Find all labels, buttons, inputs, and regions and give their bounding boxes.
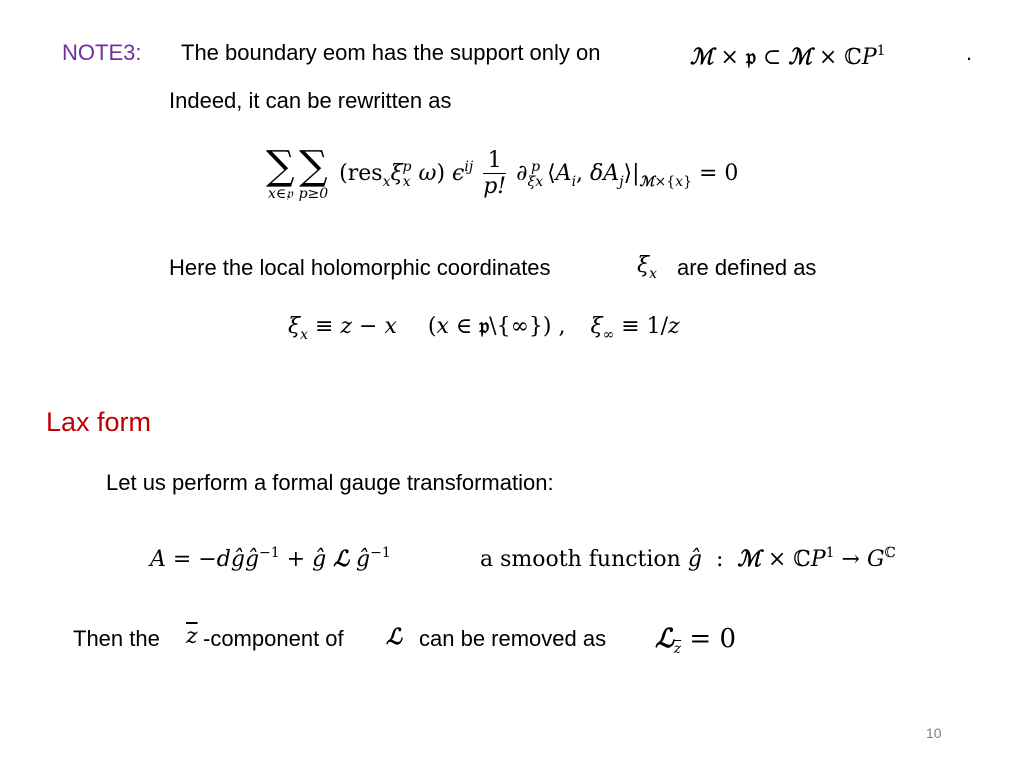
smooth-function-def: a smooth function ĝ : ℳ × ℂP$^1$ → $G^ℂ$: [480, 545, 896, 572]
L-symbol: ℒ: [386, 624, 402, 650]
note-text: The boundary eom has the support only on: [181, 40, 601, 65]
note-math: ℳ × 𝔭 ⊂ ℳ × ℂP$^1$: [690, 43, 886, 70]
sum-p: ∑ p≥0: [298, 143, 329, 202]
indeed-text: Indeed, it can be rewritten as: [169, 88, 452, 113]
local-text: Here the local holomorphic coordinates: [169, 255, 551, 280]
final-text-1: Then the: [73, 626, 160, 651]
equation-eom: ∑ x∈𝔭 ∑ p≥0 ($res_x\xi_x^p$ ω) $\epsilon^{ij}$ $\frac{1}{p!}$ $\partial_{\xi x}^p$ $⟨A_i$, $\delta A_j⟩|_{ℳ\times\{x\}} = 0$: [266, 143, 739, 202]
zbar-symbol: $\overline{z}$: [186, 624, 198, 649]
equation-gauge: A = −dĝĝ$^{-1}$ + ĝ ℒ $ĝ^{-1}$: [150, 545, 391, 572]
note-period: .: [966, 40, 973, 65]
lax-text: Let us perform a formal gauge transformation:: [106, 470, 554, 495]
note-label: NOTE3:: [62, 40, 142, 65]
final-text-2: -component of: [203, 626, 344, 651]
page-number: 10: [926, 725, 942, 741]
sum-x: ∑ x∈𝔭: [266, 143, 295, 202]
equation-coords: $\xi_x \equiv z - x$ (x ∈ 𝔭\{∞}) , $\xi_\infty \equiv 1/z$: [288, 313, 680, 343]
equation-Lzbar: ℒ$_{\overline{z}}$ = 0: [655, 624, 736, 657]
fraction: $\frac{1}{p!}$: [483, 147, 507, 199]
final-text-3: can be removed as: [419, 626, 607, 651]
local-text-2: are defined as: [677, 255, 817, 280]
xi-x-symbol: $\xi_x$: [637, 253, 658, 282]
section-title: Lax form: [46, 407, 152, 437]
